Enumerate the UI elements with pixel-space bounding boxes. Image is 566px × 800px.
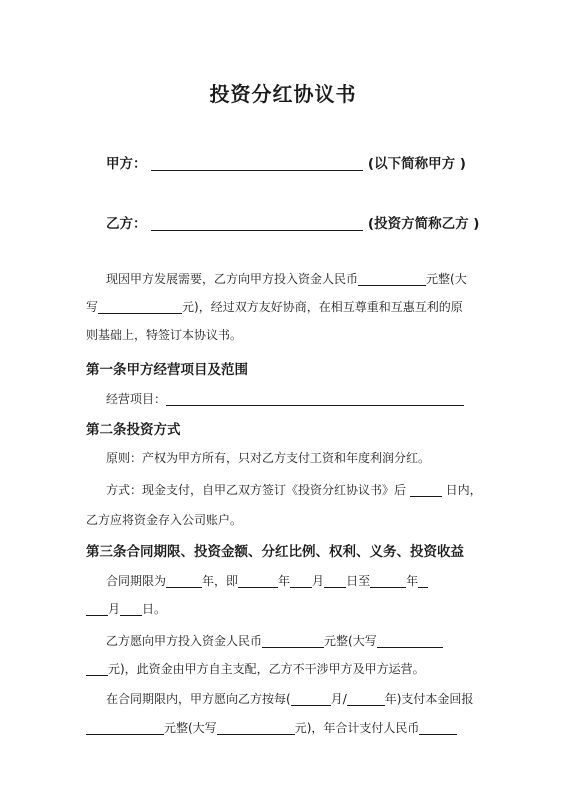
business-item-blank[interactable] <box>166 391 464 406</box>
party-b-blank[interactable] <box>151 216 363 231</box>
term-text: 日至 <box>346 574 371 588</box>
investment-text: 元整(大写 <box>324 634 377 648</box>
party-b-line <box>106 212 479 232</box>
investment-words-blank-2[interactable] <box>86 661 108 676</box>
term-years-blank[interactable] <box>166 573 202 588</box>
term-line-2 <box>86 600 166 617</box>
days-blank[interactable] <box>410 482 442 497</box>
amount-words-blank[interactable] <box>98 299 182 314</box>
intro-line-1 <box>106 270 467 287</box>
years-blank[interactable] <box>347 691 385 706</box>
method-line-2: 乙方应将资金存入公司账户。 <box>86 513 243 527</box>
term-text: 月 <box>312 574 325 588</box>
party-a-suffix: (以下简称甲方 ) <box>367 156 466 172</box>
article-2-heading: 第二条投资方式 <box>86 422 181 438</box>
term-line <box>106 572 428 589</box>
party-b-suffix: (投资方简称乙方 ) <box>367 216 480 232</box>
payment-text: 年)支付本金回报 <box>384 692 474 706</box>
payment-line <box>106 690 473 707</box>
term-text: 日。 <box>142 602 167 616</box>
document-title: 投资分红协议书 <box>209 82 357 106</box>
payment-line-2 <box>86 719 457 736</box>
term-text: 年，即 <box>202 574 239 588</box>
investment-amount-blank[interactable] <box>262 633 324 648</box>
term-text: 年 <box>406 574 419 588</box>
method-text: 方式：现金支付，自甲乙双方签订《投资分红协议书》后 <box>106 483 407 497</box>
payment-text: 元整(大写 <box>164 721 217 735</box>
intro-text: 元)，经过双方友好协商，在相互尊重和互惠互利的原 <box>182 300 463 314</box>
return-words-blank[interactable] <box>217 720 295 735</box>
principle-line: 原则：产权为甲方所有，只对乙方支付工资和年度利润分红。 <box>106 451 431 465</box>
term-text: 年 <box>278 574 291 588</box>
intro-text: 元整(大 <box>426 272 467 286</box>
party-a-blank[interactable] <box>151 156 363 171</box>
payment-text: 在合同期限内，甲方愿向乙方按每( <box>106 692 291 706</box>
intro-text: 写 <box>86 300 99 314</box>
intro-line-2 <box>86 298 463 315</box>
method-line <box>106 481 482 498</box>
return-amount-blank[interactable] <box>86 720 164 735</box>
end-month-blank-a[interactable] <box>418 573 428 588</box>
amount-blank[interactable] <box>358 271 426 286</box>
article-3-heading: 第三条合同期限、投资金额、分红比例、权利、义务、投资收益 <box>86 544 464 560</box>
party-a-line <box>106 152 466 172</box>
payment-text: 月/ <box>330 692 347 706</box>
investment-text: 元)，此资金由甲方自主支配，乙方不干涉甲方及甲方运营。 <box>108 662 425 676</box>
investment-text: 乙方愿向甲方投入资金人民币 <box>106 634 263 648</box>
end-month-blank[interactable] <box>86 601 108 616</box>
end-year-blank[interactable] <box>370 573 406 588</box>
intro-text: 现因甲方发展需要，乙方向甲方投入资金人民币 <box>106 272 359 286</box>
start-day-blank[interactable] <box>324 573 346 588</box>
end-day-blank[interactable] <box>120 601 142 616</box>
term-text: 月 <box>108 602 121 616</box>
start-year-blank[interactable] <box>238 573 278 588</box>
payment-text: 元)，年合计支付人民币 <box>294 721 420 735</box>
annual-total-blank[interactable] <box>419 720 457 735</box>
business-item-line <box>106 390 464 407</box>
party-a-label: 甲方： <box>106 156 147 172</box>
term-text: 合同期限为 <box>106 574 167 588</box>
business-item-label: 经营项目： <box>106 392 167 406</box>
party-b-label: 乙方： <box>106 216 147 232</box>
investment-line <box>106 632 443 649</box>
article-1-heading: 第一条甲方经营项目及范围 <box>86 362 248 378</box>
method-text: 日内， <box>445 483 482 497</box>
start-month-blank[interactable] <box>290 573 312 588</box>
investment-line-2 <box>86 660 425 677</box>
months-blank[interactable] <box>291 691 331 706</box>
intro-line-3: 则基础上，特签订本协议书。 <box>86 328 243 342</box>
investment-words-blank[interactable] <box>377 633 443 648</box>
